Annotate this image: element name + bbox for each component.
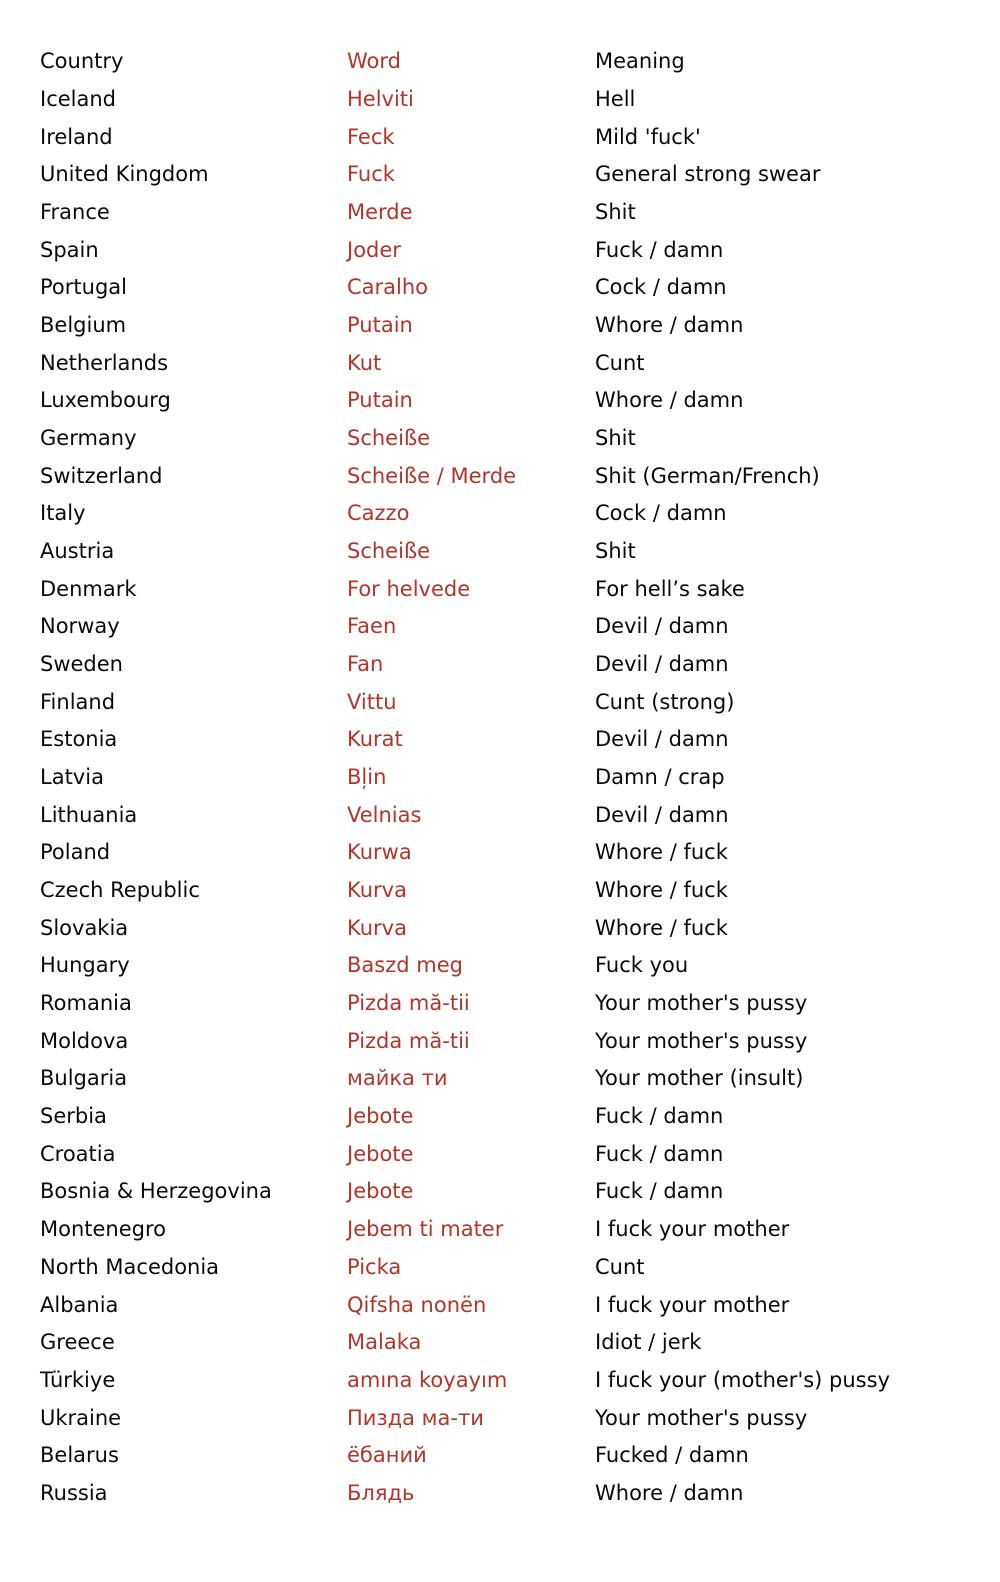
- table-row: [40, 608, 980, 646]
- country-cell: Ukraine: [40, 1405, 122, 1430]
- word-cell: Picka: [347, 1254, 402, 1279]
- meaning-cell: Cock / damn: [595, 501, 727, 526]
- country-cell: Finland: [40, 689, 116, 714]
- table-row: [40, 570, 980, 608]
- country-cell: Spain: [40, 237, 99, 262]
- table-row: [40, 344, 980, 382]
- meaning-cell: Hell: [595, 87, 636, 111]
- country-cell: Luxembourg: [40, 388, 171, 413]
- meaning-cell: Cunt (strong): [595, 689, 735, 714]
- word-cell: Scheiße: [347, 426, 431, 451]
- country-cell: North Macedonia: [40, 1254, 220, 1279]
- table-row: [40, 382, 980, 420]
- meaning-cell: Cunt: [595, 1254, 645, 1279]
- meaning-cell: Devil / damn: [595, 802, 729, 827]
- table-row: [40, 1286, 980, 1324]
- word-cell: Kurwa: [347, 840, 412, 865]
- table-row: [40, 81, 980, 119]
- word-cell: майка ти: [347, 1066, 448, 1091]
- word-cell: Fan: [347, 652, 384, 677]
- table-row: [40, 947, 980, 985]
- country-cell: Norway: [40, 614, 120, 639]
- table-row: [40, 796, 980, 834]
- table-row: [40, 1324, 980, 1362]
- meaning-cell: Fuck / damn: [595, 1179, 724, 1204]
- meaning-cell: Your mother's pussy: [595, 1405, 808, 1430]
- country-cell: Montenegro: [40, 1217, 167, 1242]
- table-row: [40, 231, 980, 269]
- country-cell: France: [40, 200, 110, 225]
- word-cell: Pizda mă-tii: [347, 1028, 470, 1053]
- table-row: [40, 457, 980, 495]
- table-row: [40, 1135, 980, 1173]
- country-cell: Belgium: [40, 313, 127, 338]
- meaning-cell: Whore / fuck: [595, 878, 728, 903]
- table-row: [40, 495, 980, 533]
- word-cell: Jebote: [347, 1179, 414, 1204]
- country-cell: Estonia: [40, 727, 118, 752]
- meaning-cell: I fuck your mother: [595, 1217, 790, 1242]
- word-cell: Kurat: [347, 727, 403, 752]
- word-cell: Kurva: [347, 915, 407, 940]
- country-cell: Romania: [40, 991, 132, 1016]
- country-cell: Türkiye: [40, 1367, 116, 1392]
- word-cell: Putain: [347, 388, 413, 413]
- word-cell: Vittu: [347, 689, 397, 714]
- table-row: [40, 1249, 980, 1287]
- table-body: [40, 81, 980, 1513]
- column-header-word: Word: [347, 49, 401, 74]
- word-cell: Bļin: [347, 765, 387, 790]
- meaning-cell: Whore / damn: [595, 313, 744, 338]
- word-cell: Пизда ма-ти: [347, 1405, 484, 1430]
- country-cell: Austria: [40, 539, 115, 564]
- table-row: [40, 533, 980, 571]
- word-cell: Scheiße: [347, 539, 431, 564]
- meaning-cell: Cock / damn: [595, 275, 727, 300]
- meaning-cell: Shit: [595, 200, 636, 225]
- meaning-cell: Shit: [595, 426, 636, 451]
- word-cell: Jebem ti mater: [347, 1217, 504, 1242]
- table-row: [40, 1211, 980, 1249]
- word-cell: Kut: [347, 350, 382, 375]
- table-row: [40, 194, 980, 232]
- country-cell: Latvia: [40, 765, 104, 790]
- word-cell: amına koyayım: [347, 1367, 508, 1392]
- word-cell: Faen: [347, 614, 397, 639]
- word-cell: Velnias: [347, 802, 422, 827]
- country-cell: Russia: [40, 1480, 108, 1505]
- meaning-cell: Devil / damn: [595, 727, 729, 752]
- country-cell: Croatia: [40, 1141, 116, 1166]
- meaning-cell: Whore / fuck: [595, 840, 728, 865]
- word-cell: Блядь: [347, 1480, 415, 1505]
- country-cell: Belarus: [40, 1443, 119, 1468]
- table-header-row: [40, 43, 980, 81]
- meaning-cell: Fuck / damn: [595, 1141, 724, 1166]
- word-cell: Jebote: [347, 1104, 414, 1129]
- meaning-cell: Your mother's pussy: [595, 991, 808, 1016]
- country-cell: Iceland: [40, 87, 117, 111]
- country-cell: Germany: [40, 426, 137, 451]
- table-row: [40, 721, 980, 759]
- table-row: [40, 1437, 980, 1475]
- swear-word-table: [40, 43, 980, 1512]
- word-cell: For helvede: [347, 576, 471, 601]
- country-cell: Poland: [40, 840, 111, 865]
- word-cell: Joder: [347, 237, 401, 262]
- country-cell: Netherlands: [40, 350, 169, 375]
- country-cell: United Kingdom: [40, 162, 209, 187]
- table-row: [40, 985, 980, 1023]
- word-cell: Scheiße / Merde: [347, 463, 517, 488]
- table-row: [40, 909, 980, 947]
- table-row: [40, 1399, 980, 1437]
- meaning-cell: Fuck you: [595, 953, 689, 978]
- country-cell: Sweden: [40, 652, 123, 677]
- meaning-cell: Shit: [595, 539, 636, 564]
- table-row: [40, 1022, 980, 1060]
- word-cell: Fuck: [347, 162, 395, 187]
- country-cell: Bosnia & Herzegovina: [40, 1179, 272, 1204]
- table-row: [40, 1362, 980, 1400]
- table-row: [40, 1060, 980, 1098]
- table-row: [40, 1475, 980, 1513]
- meaning-cell: Your mother's pussy: [595, 1028, 808, 1053]
- word-cell: Feck: [347, 124, 395, 149]
- country-cell: Moldova: [40, 1028, 129, 1053]
- meaning-cell: Fuck / damn: [595, 237, 724, 262]
- table-row: [40, 307, 980, 345]
- meaning-cell: Your mother (insult): [595, 1066, 804, 1091]
- meaning-cell: Whore / damn: [595, 1480, 744, 1505]
- table-row: [40, 646, 980, 684]
- word-cell: Helviti: [347, 87, 414, 111]
- table-row: [40, 156, 980, 194]
- country-cell: Hungary: [40, 953, 130, 978]
- country-cell: Bulgaria: [40, 1066, 128, 1091]
- country-cell: Italy: [40, 501, 86, 526]
- table-row: [40, 420, 980, 458]
- table-row: [40, 1173, 980, 1211]
- country-cell: Albania: [40, 1292, 119, 1317]
- meaning-cell: Damn / crap: [595, 765, 725, 790]
- word-cell: Cazzo: [347, 501, 410, 526]
- country-cell: Switzerland: [40, 463, 163, 488]
- word-cell: Merde: [347, 200, 413, 225]
- word-cell: Kurva: [347, 878, 407, 903]
- country-cell: Czech Republic: [40, 878, 200, 903]
- country-cell: Slovakia: [40, 915, 129, 940]
- word-cell: ёбаний: [347, 1443, 427, 1468]
- column-header-country: Country: [40, 49, 124, 74]
- country-cell: Greece: [40, 1330, 115, 1355]
- table-row: [40, 118, 980, 156]
- country-cell: Portugal: [40, 275, 127, 300]
- meaning-cell: For hell’s sake: [595, 576, 745, 601]
- table-row: [40, 683, 980, 721]
- word-cell: Baszd meg: [347, 953, 463, 978]
- meaning-cell: Shit (German/French): [595, 463, 820, 488]
- table-row: [40, 834, 980, 872]
- meaning-cell: Mild 'fuck': [595, 124, 701, 149]
- meaning-cell: Idiot / jerk: [595, 1330, 702, 1355]
- meaning-cell: Devil / damn: [595, 652, 729, 677]
- table-row: [40, 1098, 980, 1136]
- meaning-cell: Whore / damn: [595, 388, 744, 413]
- meaning-cell: I fuck your (mother's) pussy: [595, 1367, 890, 1392]
- meaning-cell: Fucked / damn: [595, 1443, 749, 1468]
- meaning-cell: Cunt: [595, 350, 645, 375]
- country-cell: Ireland: [40, 124, 113, 149]
- column-header-meaning: Meaning: [595, 49, 685, 74]
- table-row: [40, 759, 980, 797]
- table-row: [40, 872, 980, 910]
- meaning-cell: General strong swear: [595, 162, 821, 187]
- word-cell: Jebote: [347, 1141, 414, 1166]
- country-cell: Denmark: [40, 576, 137, 601]
- meaning-cell: Fuck / damn: [595, 1104, 724, 1129]
- country-cell: Lithuania: [40, 802, 138, 827]
- word-cell: Qifsha nonën: [347, 1292, 487, 1317]
- table-row: [40, 269, 980, 307]
- word-cell: Pizda mă-tii: [347, 991, 470, 1016]
- country-cell: Serbia: [40, 1104, 107, 1129]
- word-cell: Putain: [347, 313, 413, 338]
- meaning-cell: Whore / fuck: [595, 915, 728, 940]
- word-cell: Caralho: [347, 275, 429, 300]
- meaning-cell: Devil / damn: [595, 614, 729, 639]
- meaning-cell: I fuck your mother: [595, 1292, 790, 1317]
- word-cell: Malaka: [347, 1330, 422, 1355]
